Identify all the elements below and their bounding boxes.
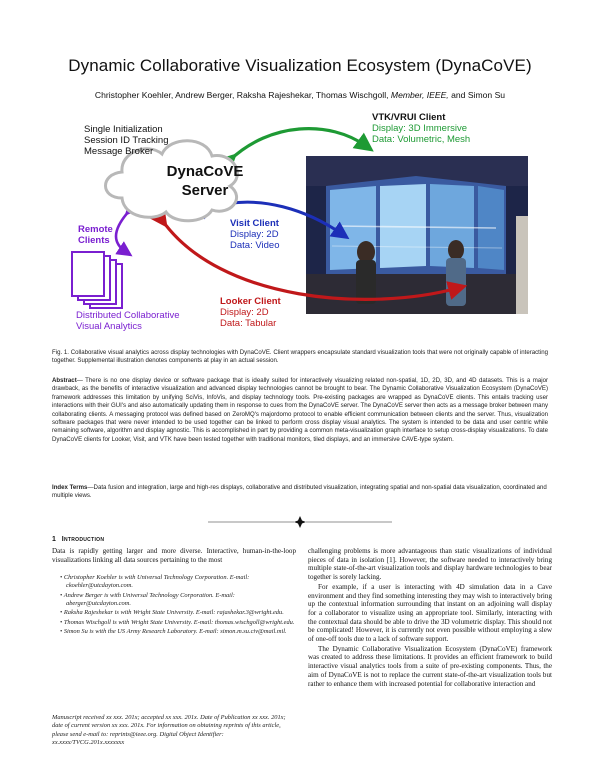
distributed-label	[76, 310, 180, 332]
visit-data: Data: Video	[230, 240, 280, 251]
purple-arrow	[116, 210, 130, 252]
server-notes	[84, 124, 168, 157]
looker-client-label	[220, 296, 281, 329]
section-title: Introduction	[61, 536, 105, 543]
figure-1	[70, 112, 548, 344]
remote-line2: Clients	[78, 235, 110, 246]
paragraph: The Dynamic Collaborative Visualization Ecosystem (DynaCoVE) framework was created to address these limitations. It provides an efficient framework to build interactive visual analytics tools from a suite of pre-existing components. Thus, the aim of DynaCoVE is not to replace the current state-of-the-art visualization tools but rather to enhance them with increased potential for collaborative interaction and	[308, 644, 552, 688]
figure-caption: Fig. 1. Collaborative visual analytics across display technologies with DynaCoVE. Client wrappers encapsulate standard visualization tools that were not originally capable of interacting together. Supplemental illustration denotes components at play in an actual session.	[52, 349, 548, 365]
footnote-text: Simon Su is with the US Army Research Laboratory. E-mail: simon.m.su.civ@mail.mil.	[63, 628, 287, 635]
visit-title: Visit Client	[230, 218, 279, 229]
footnote-text: Raksha Rajeshekar is with Wright State University. E-mail: rajashekar.3@wright.edu.	[63, 609, 284, 616]
author-last: and Simon Su	[451, 90, 506, 100]
footnote-text: Christopher Koehler is with Universal Technology Corporation. E-mail: ckoehler@utcdayton.com.	[63, 574, 250, 589]
author-membership: Member, IEEE,	[390, 90, 449, 100]
footnote-item: • Simon Su is with the US Army Research Laboratory. E-mail: simon.m.su.civ@mail.mil.	[60, 628, 287, 635]
looker-data: Data: Tabular	[220, 318, 277, 329]
footnote-text: Thomas Wischgoll is with Wright State University. E-mail: thomas.wischgoll@wright.edu.	[63, 618, 295, 626]
section-number: 1	[52, 536, 56, 543]
right-column	[308, 547, 552, 688]
footnotes	[52, 574, 296, 638]
paragraph: For example, if a user is interacting with 4D simulation data in a Cave environment and they find something interesting they may wish to interactively bring up the contextual information surrounding that instant on an adjoining wall display for a collaborator to visualize using an appropriate tool. Similarly, interacting with the contextual data should be able to drive the 3D volumetric display. This should not be complicated! However, it is currently not even possible without employing a slew of one-off tools due to a lack of software support.	[308, 582, 552, 644]
author-list	[0, 90, 600, 100]
index-terms-text: —Data fusion and integration, large and high-res displays, collaborative and distributed visualization, integrating spatial and non-spatial data visualization, coordinated and multiple views.	[52, 484, 547, 500]
note-init: Single Initialization	[84, 124, 163, 135]
visit-client-label	[230, 218, 279, 251]
abstract	[52, 377, 548, 444]
abstract-text: — There is no one display device or software package that is ideally suited for interactively visualizing related non-spatial, 1D, 2D, 3D, and 4D datasets. This is a major drawback, as the benefits of interactive visualization and advanced display technologies cannot be brought to bear. The Dynamic Collaborative Visualization Ecosystem (DynaCoVE) framework addresses this limitation by unifying SciVis, InfoVis, and display technology tools. Pre-existing packages are wrapped as DynaCoVE clients. This entails tracking user interactions with their GUI's and also automatically updating them in response to cues from the DynaCoVE server. The DynaCoVE server then acts as a message broker between many collaborating clients. A messaging protocol was defined based on ZeroMQ's majordomo protocol to enable efficient communication between clients and the server. Thus, visualization software packages that were never intended to be used together can be linked to perform cross display visual analytics. The system is intended to be data and user centric while remaining software, algorithm and display agnostic. This is accomplished in part by providing a common meta-visualization graph interface to setup cross-display visualizations. To date DynaCoVE clients for Looker, Visit, and VTK have been tested together with traditional monitors, tiled displays, and an immersive CAVE-type system.	[52, 377, 548, 443]
index-terms	[52, 484, 548, 501]
visit-display: Display: 2D	[230, 229, 279, 240]
footnote-text: Andrew Berger is with Universal Technology Corporation. E-mail: aberger@utcdayton.com.	[63, 591, 235, 607]
vtk-client-label	[372, 112, 470, 145]
abstract-label: Abstract	[52, 377, 77, 384]
distributed-line1: Distributed Collaborative	[76, 310, 180, 321]
footnote-item: • Raksha Rajeshekar is with Wright State University. E-mail: rajashekar.3@wright.edu.	[60, 609, 284, 616]
vtk-data: Data: Volumetric, Mesh	[372, 134, 471, 145]
server-label	[166, 162, 244, 200]
red-arrow	[162, 220, 458, 299]
paragraph: challenging problems is more advantageous than static visualizations of individual pieces of data in isolation [1]. However, the software needed to interactively bring multiple state-of-the-art visualization tools and display hardware technologies to bear together is sorely lacking.	[308, 547, 552, 582]
note-broker: Message Broker	[84, 146, 154, 157]
looker-display: Display: 2D	[220, 307, 269, 318]
index-terms-label: Index Terms	[52, 484, 88, 491]
server-label-line2: Server	[181, 182, 229, 199]
server-label-line1: DynaCoVE	[166, 163, 244, 180]
green-arrow	[230, 129, 366, 160]
section-heading	[52, 536, 104, 543]
left-column-text: Data is rapidly getting larger and more diverse. Interactive, human-in-the-loop visualizations linking all data sources pertaining to the most	[52, 547, 296, 564]
remote-clients-label	[78, 224, 113, 246]
footnote-item: • Andrew Berger is with Universal Technology Corporation. E-mail: aberger@utcdayton.com.	[60, 591, 235, 607]
vtk-display: Display: 3D Immersive	[372, 123, 468, 134]
vtk-title: VTK/VRUI Client	[372, 112, 446, 123]
note-session: Session ID Tracking	[84, 135, 169, 146]
author-names: Christopher Koehler, Andrew Berger, Raksha Rajeshekar, Thomas Wischgoll,	[94, 90, 389, 100]
section-divider	[208, 516, 392, 528]
remote-screens	[72, 252, 122, 308]
distributed-line2: Visual Analytics	[76, 321, 142, 332]
looker-title: Looker Client	[220, 296, 281, 307]
manuscript-note: Manuscript received xx xxx. 201x; accepted xx xxx. 201x. Date of Publication xx xxx. 201x; date of current version xx xxx. 201x. For information on obtaining reprints of this article, please send e-mail to: reprints@ieee.org. Digital Object Identifier: xx.xxxx/TVCG.201x.xxxxxxx	[52, 714, 286, 747]
remote-line1: Remote	[78, 224, 113, 235]
paper-title: Dynamic Collaborative Visualization Ecosystem (DynaCoVE)	[68, 56, 532, 75]
footnote-item: • Christopher Koehler is with Universal Technology Corporation. E-mail: ckoehler@utcdayton.com.	[60, 574, 250, 589]
footnote-item: • Thomas Wischgoll is with Wright State University. E-mail: thomas.wischgoll@wright.edu.	[60, 618, 295, 626]
